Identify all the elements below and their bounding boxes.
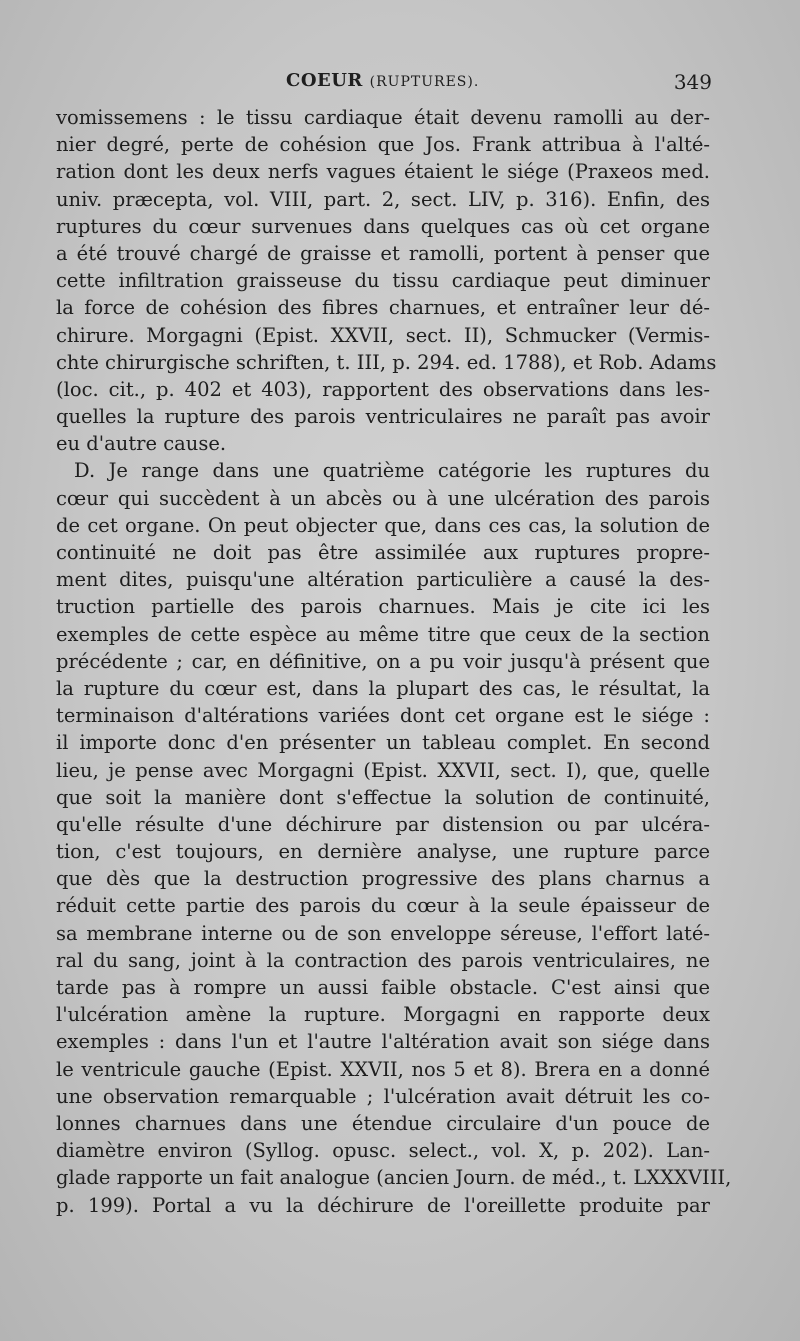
text-line: qu'elle résulte d'une déchirure par distension ou par ulcéra-	[56, 812, 710, 836]
text-line: diamètre environ (Syllog. opusc. select., vol. X, p. 202). Lan-	[56, 1139, 710, 1163]
text-line: ral du sang, joint à la contraction des parois ventriculaires, ne	[56, 948, 710, 972]
text-line: l'ulcération amène la rupture. Morgagni en rapporte deux	[56, 1003, 710, 1027]
text-line: (loc. cit., p. 402 et 403), rapportent des observations dans les-	[56, 377, 710, 401]
text-line: la rupture du cœur est, dans la plupart des cas, le résultat, la	[56, 676, 710, 700]
text-line: cœur qui succèdent à un abcès ou à une ulcération des parois	[56, 486, 710, 510]
text-line: glade rapporte un fait analogue (ancien Journ. de méd., t. LXXXVIII,	[56, 1166, 732, 1190]
text-line: une observation remarquable ; l'ulcération avait détruit les co-	[56, 1084, 710, 1108]
text-line: truction partielle des parois charnues. Mais je cite ici les	[56, 595, 710, 619]
body-text	[56, 104, 732, 1219]
text-line: sa membrane interne ou de son enveloppe séreuse, l'effort laté-	[56, 921, 710, 945]
text-line: exemples : dans l'un et l'autre l'altération avait son siége dans	[56, 1030, 710, 1054]
text-line: terminaison d'altérations variées dont cet organe est le siége :	[56, 704, 710, 728]
text-line: nier degré, perte de cohésion que Jos. Frank attribua à l'alté-	[56, 133, 710, 157]
text-line: ruptures du cœur survenues dans quelques cas où cet organe	[56, 214, 710, 238]
text-line: quelles la rupture des parois ventriculaires ne paraît pas avoir	[56, 405, 710, 429]
text-line: continuité ne doit pas être assimilée aux ruptures propre-	[56, 541, 710, 564]
text-line: ration dont les deux nerfs vagues étaient le siége (Praxeos med.	[56, 160, 710, 184]
text-line: que soit la manière dont s'effectue la solution de continuité,	[56, 785, 710, 809]
text-line: lonnes charnues dans une étendue circulaire d'un pouce de	[56, 1111, 710, 1135]
running-head-main: COEUR	[286, 70, 363, 91]
page-header	[56, 70, 712, 100]
text-line: chirure. Morgagni (Epist. XXVII, sect. II), Schmucker (Vermis-	[56, 323, 710, 347]
text-line: précédente ; car, en définitive, on a pu voir jusqu'à présent que	[56, 649, 710, 673]
text-line: a été trouvé chargé de graisse et ramolli, portent à penser que	[56, 241, 710, 265]
text-line: eu d'autre cause.	[56, 432, 227, 456]
text-line: ment dites, puisqu'une altération particulière a causé la des-	[56, 568, 710, 592]
text-line: il importe donc d'en présenter un tableau complet. En second	[56, 731, 710, 755]
text-line: de cet organe. On peut objecter que, dans ces cas, la solution de	[56, 513, 710, 537]
text-line: que dès que la destruction progressive des plans charnus a	[56, 867, 710, 891]
text-line: tion, c'est toujours, en dernière analyse, une rupture parce	[56, 840, 710, 864]
text-line: tarde pas à rompre un aussi faible obstacle. C'est ainsi que	[56, 976, 710, 999]
text-line: chte chirurgische schriften, t. III, p. 294. ed. 1788), et Rob. Adams	[56, 350, 717, 374]
page-number: 349	[673, 70, 712, 94]
text-line: le ventricule gauche (Epist. XXVII, nos 5 et 8). Brera en a donné	[56, 1057, 710, 1081]
text-line: la force de cohésion des fibres charnues, et entraîner leur dé-	[56, 296, 710, 320]
text-line: p. 199). Portal a vu la déchirure de l'oreillette produite par	[56, 1193, 710, 1217]
text-line: exemples de cette espèce au même titre que ceux de la section	[56, 622, 710, 646]
text-line: cette infiltration graisseuse du tissu cardiaque peut diminuer	[56, 269, 710, 293]
running-head	[286, 70, 479, 91]
running-head-sub: (RUPTURES).	[369, 74, 480, 90]
text-line: D. Je range dans une quatrième catégorie les ruptures du	[74, 459, 710, 483]
text-line: univ. præcepta, vol. VIII, part. 2, sect. LIV, p. 316). Enfin, des	[56, 187, 710, 211]
text-line: lieu, je pense avec Morgagni (Epist. XXVII, sect. I), que, quelle	[56, 758, 710, 782]
text-line: réduit cette partie des parois du cœur à la seule épaisseur de	[56, 894, 710, 918]
text-line: vomissemens : le tissu cardiaque était devenu ramolli au der-	[56, 106, 710, 129]
